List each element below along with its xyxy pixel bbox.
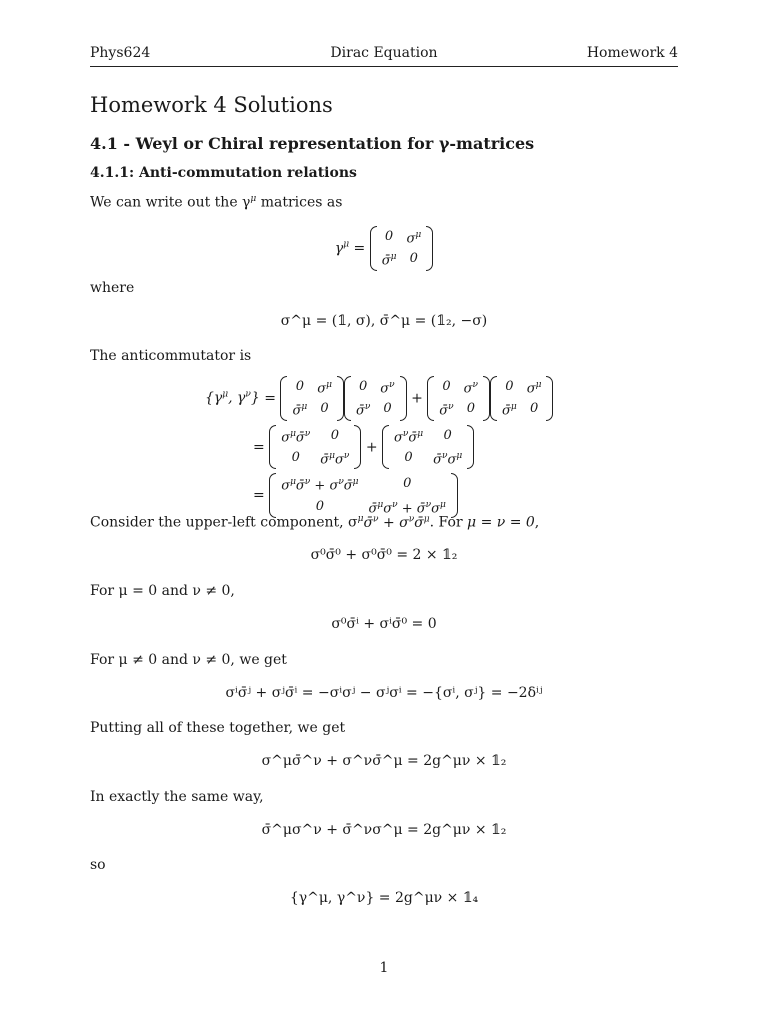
equation-final: {γ^μ, γ^ν} = 2g^μν × 𝟙₄: [289, 890, 479, 906]
equation-sigma-definition: σ^μ = (𝟙, σ), σ̄^μ = (𝟙₂, −σ): [280, 313, 488, 329]
subsection-heading: 4.1.1: Anti-commutation relations: [90, 165, 357, 181]
paragraph-3: The anticommutator is: [90, 348, 252, 364]
equation-anticommutator: {$\gamma^\mu$, $\gamma^\nu$} = 0 $\sigma^\mu$ σ̄$^\mu$ 0 0 $\sigma^\nu$ σ̄$^\nu$ 0 + 0 $\sigma^\nu$ σ̄$^\nu$ 0 0 $\sigma^\mu$ σ̄$^\mu$ 0 = $\sigma^\mu\sigmā^\nu$ 0 0 $\sigmā^\mu\sigma^\nu$ + $\sigma^\nu\sigmā^\mu$ 0 0 $\sigmā^\nu\sigma^\mu$ = $\sigma^\mu\sigmā^\nu$ + $\sigma^\nu\sigmā^\mu$ 0 0 $\sigmā^\mu\sigma^\nu$ + $\sigmā^\nu\sigma^\mu$: [205, 376, 553, 518]
header-rule: [90, 66, 678, 67]
section-heading: 4.1 - Weyl or Chiral representation for γ-matrices: [90, 134, 535, 153]
paragraph-4: Consider the upper-left component, $\sigma^\mu\sigmā^\nu$ + $\sigma^\nu\sigmā^\mu$. For μ = ν = 0,: [90, 514, 540, 531]
page-title: Homework 4 Solutions: [90, 93, 333, 117]
equation-mu-nu-zero: σ⁰σ̄⁰ + σ⁰σ̄⁰ = 2 × 𝟙₂: [310, 547, 458, 563]
paragraph-5: For μ = 0 and ν ≠ 0,: [90, 583, 235, 599]
header-right: Homework 4: [586, 45, 678, 61]
paragraph-6: For μ ≠ 0 and ν ≠ 0, we get: [90, 652, 287, 668]
paragraph-1: We can write out the $\gamma^\mu$ matrices as: [90, 194, 343, 211]
equation-spatial: σⁱσ̄ʲ + σʲσ̄ⁱ = −σⁱσʲ − σʲσⁱ = −{σⁱ, σʲ} = −2δⁱʲ: [225, 685, 543, 701]
equation-gamma-definition: $\gamma^\mu$ = 0 $\sigma^\mu$ σ̄$^\mu$ 0: [90, 226, 678, 271]
equation-result-upper: σ^μσ̄^ν + σ^νσ̄^μ = 2g^μν × 𝟙₂: [261, 753, 507, 769]
page-number: 1: [379, 960, 389, 976]
equation-result-lower: σ̄^μσ^ν + σ̄^νσ^μ = 2g^μν × 𝟙₂: [261, 822, 507, 838]
paragraph-7: Putting all of these together, we get: [90, 720, 346, 736]
header-left: Phys624: [90, 45, 151, 61]
paragraph-8: In exactly the same way,: [90, 789, 264, 805]
equation-mixed: σ⁰σ̄ⁱ + σⁱσ̄⁰ = 0: [331, 616, 437, 632]
paragraph-2: where: [90, 280, 135, 296]
paragraph-9: so: [90, 857, 106, 873]
header-center: Dirac Equation: [330, 45, 438, 61]
